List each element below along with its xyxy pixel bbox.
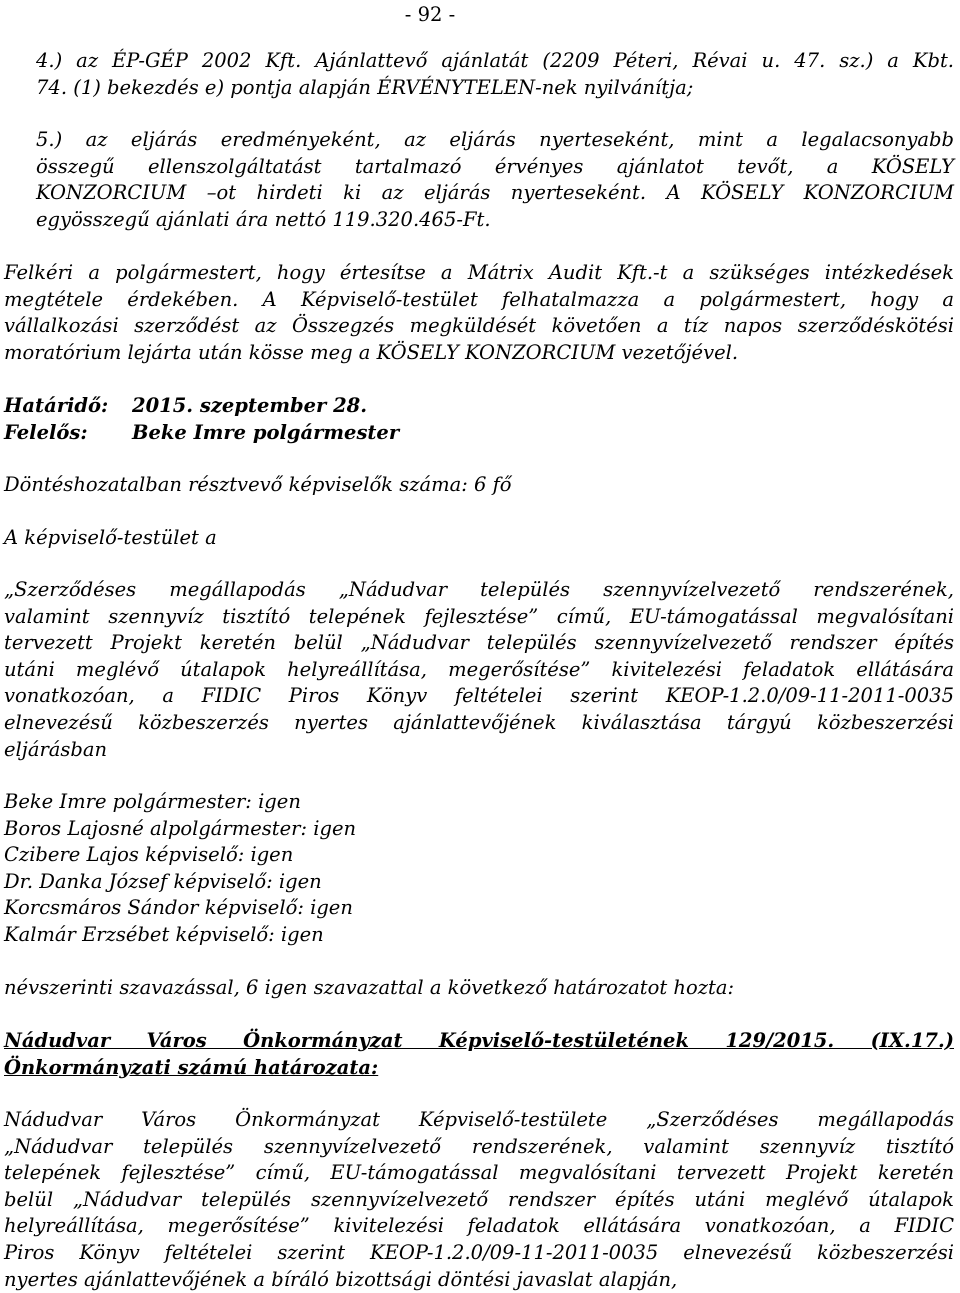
vote-item: Dr. Danka József képviselő: igen	[4, 869, 322, 893]
vote-item: Korcsmáros Sándor képviselő: igen	[4, 896, 353, 920]
item4-line-2: 74. (1) bekezdés e) pontja alapján ÉRVÉNYTELEN-nek nyilvánítja;	[36, 75, 694, 99]
deadline-row	[4, 393, 954, 420]
subject-line-4: utáni meglévő útalapok helyreállítása, megerősítése” kivitelezési feladatok ellátására	[4, 657, 954, 681]
resolution-line-2: „Nádudvar település szennyvízelvezető rendszerének, valamint szennyvíz tisztító	[4, 1134, 954, 1158]
subject-line-2: valamint szennyvíz tisztító telepének fejlesztése” című, EU-támogatással megvalósítani	[4, 604, 954, 628]
item5-line-4: egyösszegű ajánlati ára nettó 119.320.465-Ft.	[36, 207, 491, 231]
responsible-value: Beke Imre polgármester	[132, 421, 400, 444]
request-line-4: moratórium lejárta után kösse meg a KÖSELY KONZORCIUM vezetőjével.	[4, 340, 739, 364]
subject-line-5: vonatkozóan, a FIDIC Piros Könyv feltételei szerint KEOP-1.2.0/09-11-2011-0035	[4, 684, 954, 708]
vote-summary: névszerinti szavazással, 6 igen szavazattal a következő határozatot hozta:	[4, 976, 735, 999]
resolution-line-6: Piros Könyv feltételei szerint KEOP-1.2.0/09-11-2011-0035 elnevezésű közbeszerzési	[4, 1240, 954, 1264]
resolution-body	[4, 1107, 954, 1293]
vote-item: Kalmár Erzsébet képviselő: igen	[4, 922, 324, 946]
resolution-title-line-2: Önkormányzati számú határozata:	[4, 1055, 379, 1079]
resolution-line-7: nyertes ajánlattevőjének a bíráló bizottsági döntési javaslat alapján,	[4, 1267, 678, 1291]
deadline-value: 2015. szeptember 28.	[132, 394, 368, 417]
participants-text: Döntéshozatalban résztvevő képviselők száma: 6 fő	[4, 473, 512, 496]
list-item-4	[36, 48, 954, 101]
page-number: - 92 -	[404, 3, 456, 26]
responsible-row	[4, 420, 954, 447]
vote-item: Beke Imre polgármester: igen	[4, 790, 301, 813]
item4-line-1: 4.) az ÉP-GÉP 2002 Kft. Ajánlattevő ajánlatát (2209 Péteri, Révai u. 47. sz.) a Kbt.	[36, 49, 954, 72]
item5-line-3: KONZORCIUM –ot hirdeti ki az eljárás nyerteseként. A KÖSELY KONZORCIUM	[36, 181, 954, 205]
vote-item: Boros Lajosné alpolgármester: igen	[4, 816, 357, 840]
resolution-title-line-1: Nádudvar Város Önkormányzat Képviselő-testületének 129/2015. (IX.17.)	[4, 1029, 954, 1052]
subject-line-1: „Szerződéses megállapodás „Nádudvar település szennyvízelvezető rendszerének,	[4, 578, 954, 601]
list-item-5	[36, 127, 954, 233]
request-line-2: megtétele érdekében. A Képviselő-testület felhatalmazza a polgármestert, hogy a	[4, 287, 954, 311]
request-paragraph	[4, 260, 954, 366]
vote-list	[4, 789, 954, 949]
resolution-line-1: Nádudvar Város Önkormányzat Képviselő-testülete „Szerződéses megállapodás	[4, 1108, 954, 1131]
resolution-line-4: belül „Nádudvar település szennyvízelvezető rendszer építés utáni meglévő útalapok	[4, 1187, 954, 1211]
subject-paragraph	[4, 577, 954, 763]
request-line-3: vállalkozási szerződést az Összegzés megküldését követően a tíz napos szerződéskötési	[4, 314, 954, 338]
resolution-line-3: telepének fejlesztése” című, EU-támogatással megvalósítani tervezett Projekt keretén	[4, 1161, 954, 1185]
responsible-label: Felelős:	[4, 421, 88, 444]
item5-line-2: összegű ellenszolgáltatást tartalmazó érvényes ajánlatot tevőt, a KÖSELY	[36, 154, 954, 178]
request-line-1: Felkéri a polgármestert, hogy értesítse a Mátrix Audit Kft.-t a szükséges intézkedések	[4, 261, 954, 284]
resolution-title	[4, 1028, 954, 1081]
deadline-label: Határidő:	[4, 394, 109, 417]
resolution-line-5: helyreállítása, megerősítése” kivitelezési feladatok ellátására vonatkozóan, a FIDIC	[4, 1214, 954, 1238]
vote-item: Czibere Lajos képviselő: igen	[4, 843, 294, 867]
subject-line-6: elnevezésű közbeszerzés nyertes ajánlattevőjének kiválasztása tárgyú közbeszerzési	[4, 710, 954, 734]
body-intro: A képviselő-testület a	[4, 526, 217, 549]
item5-line-1: 5.) az eljárás eredményeként, az eljárás nyerteseként, mint a legalacsonyabb	[36, 128, 954, 151]
subject-line-3: tervezett Projekt keretén belül „Nádudvar település szennyvízelvezető rendszer építés	[4, 631, 954, 655]
subject-line-7: eljárásban	[4, 737, 108, 761]
